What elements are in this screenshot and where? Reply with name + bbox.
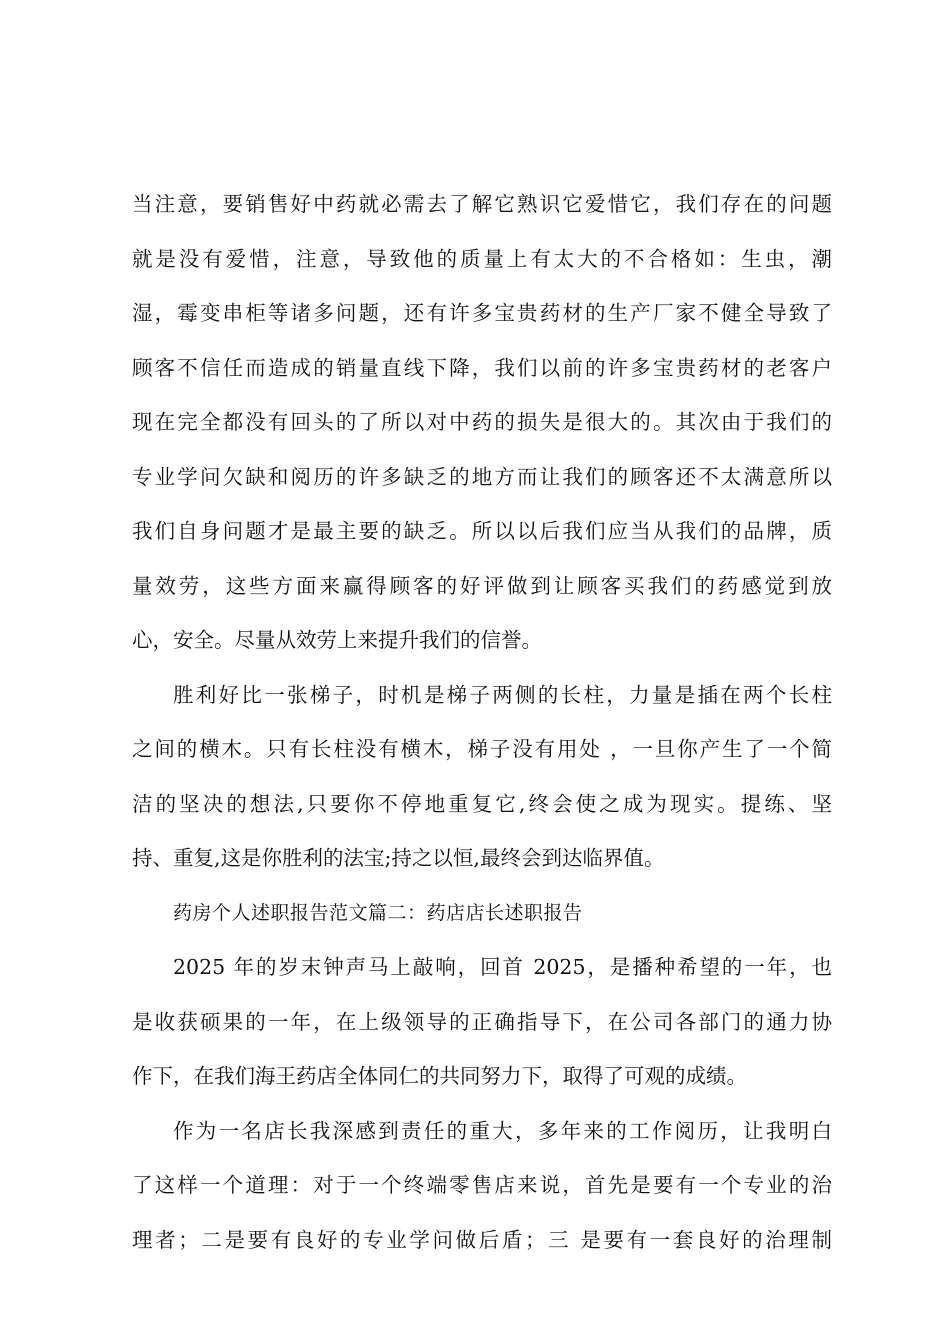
text-line: 是收获硕果的一年，在上级领导的正确指导下，在公司各部门的通力协 bbox=[132, 1009, 832, 1034]
text-line: 理者；二是要有良好的专业学问做后盾；三 是要有一套良好的治理制 bbox=[132, 1227, 832, 1252]
text-line: 洁的坚决的想法,只要你不停地重复它,终会使之成为现实。提练、坚 bbox=[132, 791, 832, 816]
text-line: 专业学问欠缺和阅历的许多缺乏的地方而让我们的顾客还不太满意所以 bbox=[132, 464, 832, 489]
text-line: 胜利好比一张梯子，时机是梯子两侧的长柱，力量是插在两个长柱 bbox=[173, 682, 832, 707]
text-line: 顾客不信任而造成的销量直线下降，我们以前的许多宝贵药材的老客户 bbox=[132, 355, 832, 380]
text-line: 我们自身问题才是最主要的缺乏。所以以后我们应当从我们的品牌，质 bbox=[132, 519, 832, 543]
text-line: 量效劳，这些方面来赢得顾客的好评做到让顾客买我们的药感觉到放 bbox=[132, 573, 832, 598]
text-line: 持、重复,这是你胜利的法宝;持之以恒,最终会到达临界值。 bbox=[132, 846, 665, 870]
text-line: 作下，在我们海王药店全体同仁的共同努力下，取得了可观的成绩。 bbox=[132, 1064, 747, 1088]
text-line: 作为一名店长我深感到责任的重大，多年来的工作阅历，让我明白 bbox=[173, 1118, 832, 1143]
text-line: 2025 年的岁末钟声马上敲响，回首 2025，是播种希望的一年，也 bbox=[173, 955, 832, 979]
text-line: 当注意，要销售好中药就必需去了解它熟识它爱惜它，我们存在的问题 bbox=[132, 192, 832, 216]
document-body bbox=[132, 177, 832, 1267]
text-line: 湿，霉变串柜等诸多问题，还有许多宝贵药材的生产厂家不健全导致了 bbox=[132, 301, 832, 325]
text-line: 就是没有爱惜，注意，导致他的质量上有太大的不合格如：生虫，潮 bbox=[132, 246, 832, 271]
text-line: 了这样一个道理：对于一个终端零售店来说，首先是要有一个专业的治 bbox=[132, 1173, 832, 1197]
section-heading: 药房个人述职报告范文篇二：药店店长述职报告 bbox=[173, 901, 583, 924]
text-line: 心，安全。尽量从效劳上来提升我们的信誉。 bbox=[132, 628, 542, 652]
text-line: 之间的横木。只有长柱没有横木，梯子没有用处 ，一旦你产生了一个简 bbox=[132, 737, 832, 761]
text-line: 现在完全都没有回头的了所以对中药的损失是很大的。其次由于我们的 bbox=[132, 410, 832, 434]
